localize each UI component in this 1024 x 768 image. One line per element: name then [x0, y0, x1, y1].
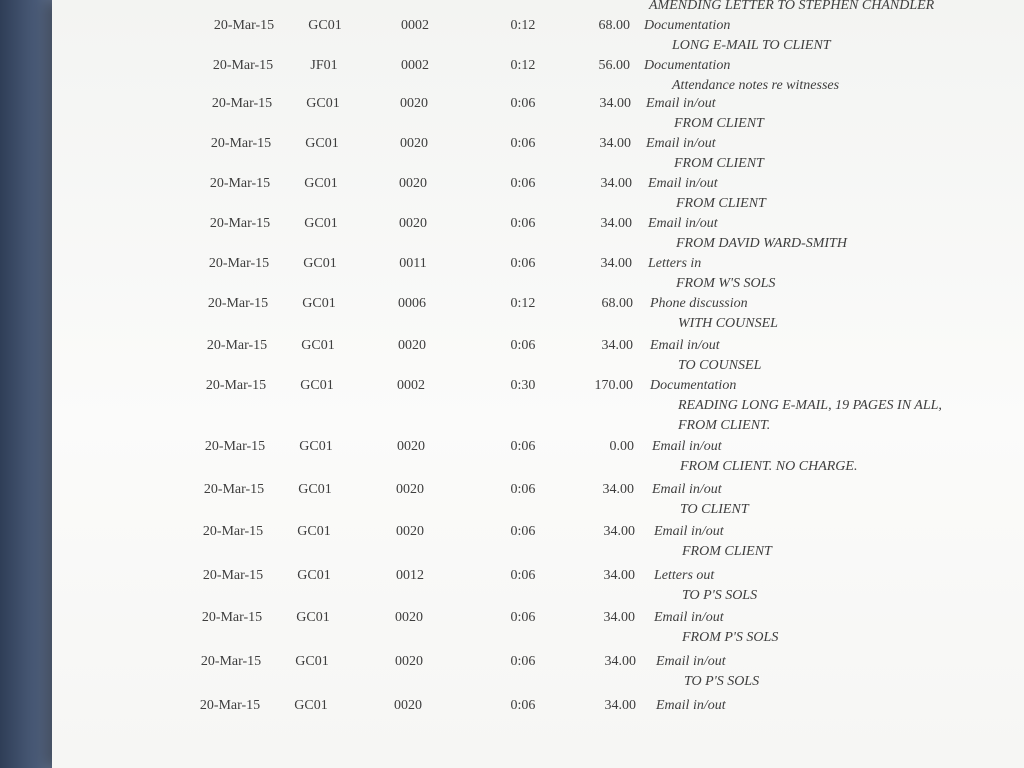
- entry-date: 20-Mar-15: [213, 18, 275, 33]
- entry-activity-code: 0002: [401, 18, 429, 33]
- entry-date: 20-Mar-15: [209, 176, 271, 191]
- entry-time-units: 0:06: [510, 654, 536, 669]
- entry-narrative-line: Attendance notes re witnesses: [672, 78, 840, 93]
- time-entry-row: [0, 94, 1024, 138]
- entry-narrative-line: WITH COUNSEL: [678, 316, 778, 331]
- entry-fee-earner: GC01: [298, 482, 332, 497]
- entry-date: 20-Mar-15: [201, 610, 263, 625]
- time-entry-row: [0, 294, 1024, 338]
- entry-activity-code: 0020: [400, 96, 428, 111]
- entry-amount: 56.00: [598, 58, 630, 73]
- entry-amount: 34.00: [600, 176, 632, 191]
- entry-activity-type: Documentation: [650, 378, 737, 393]
- entry-time-units: 0:06: [510, 136, 536, 151]
- entry-time-units: 0:06: [510, 216, 536, 231]
- entry-activity-type: Letters in: [648, 256, 702, 271]
- time-entry-row: [0, 134, 1024, 178]
- entry-fee-earner: GC01: [308, 18, 342, 33]
- entry-activity-type: Email in/out: [652, 482, 722, 497]
- entry-time-units: 0:06: [510, 256, 536, 271]
- entry-amount: 34.00: [603, 568, 635, 583]
- entry-narrative-line: TO CLIENT: [680, 502, 749, 517]
- entry-activity-code: 0020: [397, 439, 425, 454]
- entry-amount: 34.00: [604, 698, 636, 713]
- entry-amount: 68.00: [598, 18, 630, 33]
- entry-narrative-line: FROM W'S SOLS: [676, 276, 776, 291]
- entry-activity-type: Letters out: [654, 568, 715, 583]
- entry-activity-code: 0020: [398, 338, 426, 353]
- time-entry-row: [0, 566, 1024, 610]
- entry-narrative-line: FROM CLIENT: [674, 116, 764, 131]
- time-entry-row: [0, 174, 1024, 218]
- entry-activity-type: Email in/out: [650, 338, 720, 353]
- entry-time-units: 0:06: [510, 176, 536, 191]
- entry-amount: 0.00: [609, 439, 634, 454]
- entry-amount: 68.00: [601, 296, 633, 311]
- entry-fee-earner: GC01: [305, 136, 339, 151]
- time-entry-row: [0, 214, 1024, 258]
- entry-date: 20-Mar-15: [204, 439, 266, 454]
- time-entry-row: [0, 652, 1024, 696]
- entry-narrative-line: FROM CLIENT: [682, 544, 772, 559]
- entry-date: 20-Mar-15: [199, 698, 261, 713]
- entry-narrative-line: FROM CLIENT: [676, 196, 766, 211]
- entry-date: 20-Mar-15: [206, 338, 268, 353]
- entry-amount: 170.00: [594, 378, 633, 393]
- entry-date: 20-Mar-15: [207, 296, 269, 311]
- entry-activity-type: Phone discussion: [650, 296, 748, 311]
- entry-amount: 34.00: [603, 610, 635, 625]
- time-entry-row: [0, 608, 1024, 652]
- time-entry-row: [0, 376, 1024, 433]
- entry-fee-earner: GC01: [300, 378, 334, 393]
- entry-narrative-line: FROM CLIENT: [674, 156, 764, 171]
- entry-fee-earner: GC01: [295, 654, 329, 669]
- entry-time-units: 0:12: [510, 58, 536, 73]
- entry-fee-earner: GC01: [304, 176, 338, 191]
- entry-activity-code: 0020: [400, 136, 428, 151]
- entry-fee-earner: GC01: [296, 610, 330, 625]
- entry-time-units: 0:06: [510, 338, 536, 353]
- entry-activity-type: Email in/out: [656, 698, 726, 713]
- entry-activity-code: 0006: [398, 296, 426, 311]
- entry-activity-code: 0020: [395, 610, 423, 625]
- entry-time-units: 0:30: [510, 378, 536, 393]
- time-entry-row: [0, 522, 1024, 566]
- entry-time-units: 0:06: [510, 439, 536, 454]
- entry-fee-earner: GC01: [297, 524, 331, 539]
- entry-narrative-line: TO P'S SOLS: [684, 674, 760, 689]
- entry-date: 20-Mar-15: [200, 654, 262, 669]
- entry-time-units: 0:06: [510, 610, 536, 625]
- entry-narrative-line: FROM CLIENT.: [678, 418, 771, 433]
- entry-activity-type: Email in/out: [648, 216, 718, 231]
- entry-activity-code: 0020: [399, 216, 427, 231]
- entry-activity-type: Email in/out: [656, 654, 726, 669]
- entry-fee-earner: JF01: [310, 58, 338, 73]
- entry-activity-code: 0012: [396, 568, 424, 583]
- entry-fee-earner: GC01: [301, 338, 335, 353]
- entry-activity-code: 0020: [396, 482, 424, 497]
- entry-fee-earner: GC01: [294, 698, 328, 713]
- entry-activity-code: 0002: [397, 378, 425, 393]
- entry-date: 20-Mar-15: [202, 524, 264, 539]
- time-entry-row: [0, 254, 1024, 298]
- entry-date: 20-Mar-15: [208, 256, 270, 271]
- entry-amount: 34.00: [599, 136, 631, 151]
- entry-activity-code: 0002: [401, 58, 429, 73]
- entry-time-units: 0:06: [510, 524, 536, 539]
- entry-activity-type: Email in/out: [654, 610, 724, 625]
- entry-date: 20-Mar-15: [210, 136, 272, 151]
- entry-narrative-line: TO COUNSEL: [678, 358, 762, 373]
- entry-amount: 34.00: [600, 256, 632, 271]
- entry-time-units: 0:12: [510, 18, 536, 33]
- entry-fee-earner: GC01: [302, 296, 336, 311]
- time-entry-row: [0, 696, 1024, 740]
- entry-activity-type: Email in/out: [654, 524, 724, 539]
- time-entry-row: [0, 336, 1024, 380]
- entry-amount: 34.00: [602, 482, 634, 497]
- entry-narrative-line: LONG E-MAIL TO CLIENT: [672, 38, 831, 53]
- entry-amount: 34.00: [601, 338, 633, 353]
- entry-amount: 34.00: [603, 524, 635, 539]
- entry-time-units: 0:06: [510, 96, 536, 111]
- entry-narrative-line: FROM CLIENT. NO CHARGE.: [680, 459, 858, 474]
- entry-fee-earner: GC01: [299, 439, 333, 454]
- entry-time-units: 0:06: [510, 568, 536, 583]
- entry-fee-earner: GC01: [297, 568, 331, 583]
- entry-fee-earner: GC01: [306, 96, 340, 111]
- entry-date: 20-Mar-15: [209, 216, 271, 231]
- entry-activity-code: 0020: [396, 524, 424, 539]
- entry-activity-type: Email in/out: [652, 439, 722, 454]
- time-entry-row: [0, 16, 1024, 60]
- entry-activity-code: 0020: [394, 698, 422, 713]
- entry-time-units: 0:06: [510, 482, 536, 497]
- entry-fee-earner: GC01: [303, 256, 337, 271]
- entry-narrative-line: TO P'S SOLS: [682, 588, 758, 603]
- header-fragment: AMENDING LETTER TO STEPHEN CHANDLER: [649, 0, 935, 13]
- time-entry-row: [0, 480, 1024, 524]
- entry-amount: 34.00: [599, 96, 631, 111]
- time-entry-row: [0, 437, 1024, 481]
- entry-activity-type: Email in/out: [646, 136, 716, 151]
- entry-date: 20-Mar-15: [203, 482, 265, 497]
- entry-fee-earner: GC01: [304, 216, 338, 231]
- entry-narrative-line: FROM P'S SOLS: [682, 630, 779, 645]
- entry-time-units: 0:06: [510, 698, 536, 713]
- entry-date: 20-Mar-15: [205, 378, 267, 393]
- entry-activity-type: Email in/out: [646, 96, 716, 111]
- entry-activity-code: 0011: [399, 256, 427, 271]
- entry-narrative-line: FROM DAVID WARD-SMITH: [676, 236, 847, 251]
- entry-date: 20-Mar-15: [211, 96, 273, 111]
- entry-date: 20-Mar-15: [202, 568, 264, 583]
- entry-date: 20-Mar-15: [212, 58, 274, 73]
- entry-activity-type: Documentation: [644, 58, 731, 73]
- entry-amount: 34.00: [604, 654, 636, 669]
- entry-time-units: 0:12: [510, 296, 536, 311]
- entry-activity-code: 0020: [399, 176, 427, 191]
- entry-activity-type: Email in/out: [648, 176, 718, 191]
- entry-activity-type: Documentation: [644, 18, 731, 33]
- entry-amount: 34.00: [600, 216, 632, 231]
- entry-activity-code: 0020: [395, 654, 423, 669]
- entry-narrative-line: READING LONG E-MAIL, 19 PAGES IN ALL,: [678, 398, 942, 413]
